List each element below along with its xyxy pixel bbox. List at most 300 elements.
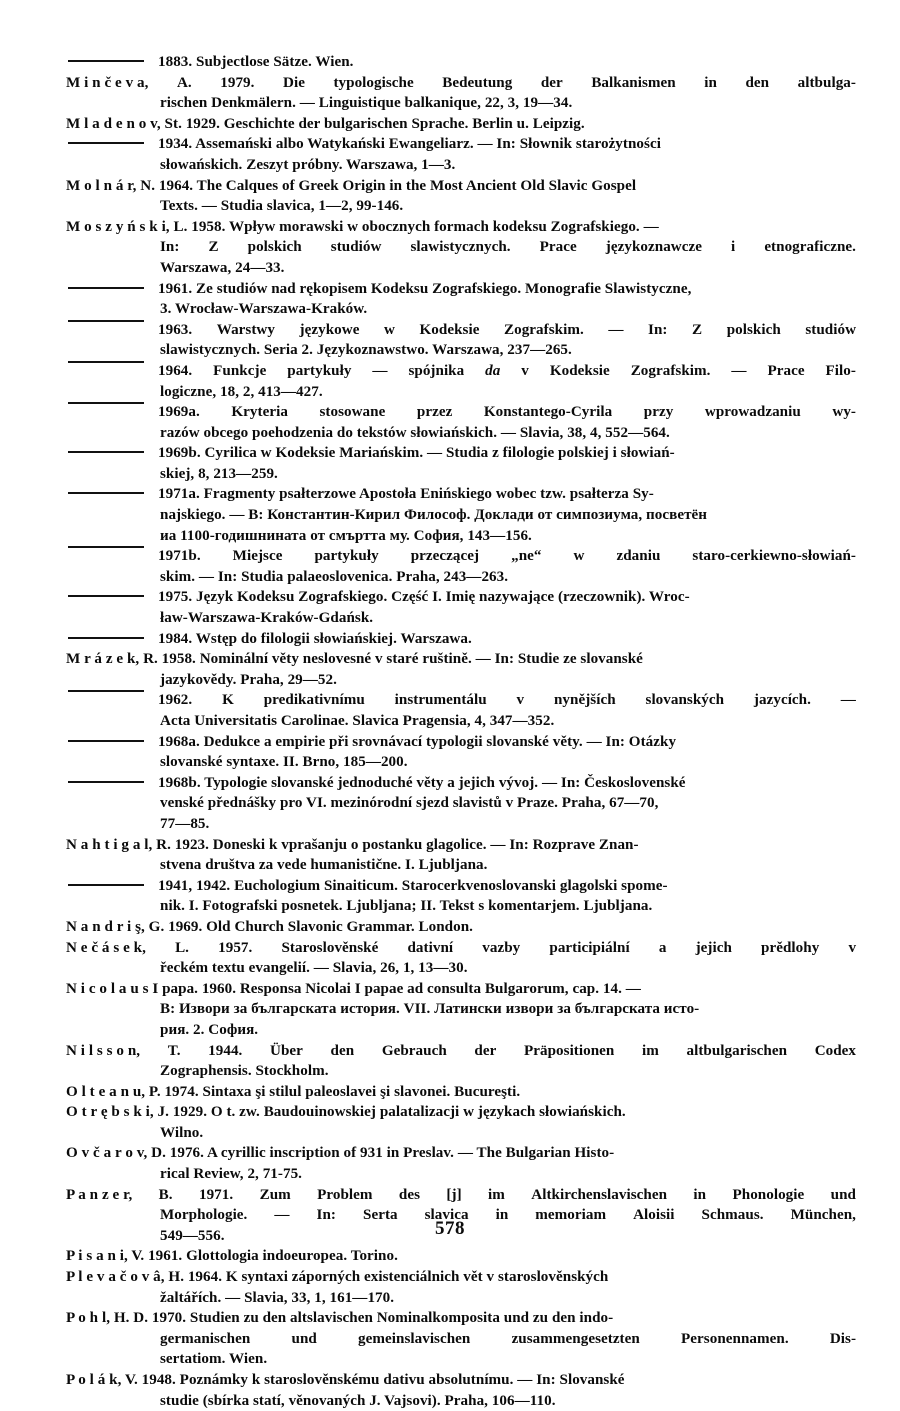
word: 1963.: [158, 321, 193, 338]
bibliography-entry: [66, 1267, 856, 1308]
bibliography-line: [160, 567, 856, 588]
word: Staroslověnské: [281, 939, 379, 956]
word: participiální: [549, 939, 630, 956]
word-space: [577, 237, 606, 258]
bibliography-entry: [66, 1308, 856, 1370]
word-space: [146, 938, 175, 959]
bibliography-entry: [66, 587, 856, 628]
word: partykuły: [287, 362, 352, 379]
bibliography-line: [66, 134, 856, 155]
bibliography-line: [160, 1123, 856, 1144]
bibliography-line: [66, 114, 856, 135]
word: altbulga-: [797, 74, 856, 91]
word-space: [710, 361, 731, 382]
word-space: [200, 402, 232, 423]
word: 1957.: [218, 939, 253, 956]
bibliography-line: [160, 237, 856, 258]
bibliography-line: [160, 670, 856, 691]
bibliography-line: [66, 1102, 856, 1123]
line-text: ław-Warszawa-Kraków-Gdańsk.: [160, 610, 374, 627]
word: przez: [416, 404, 453, 421]
word: in: [495, 1207, 509, 1224]
word-space: [520, 938, 549, 959]
word-space: [354, 1041, 382, 1062]
word: N e č á s e k,: [66, 939, 146, 956]
word-space: [804, 1185, 830, 1206]
line-text: 3. Wrocław-Warszawa-Kraków.: [160, 301, 368, 318]
word: Personennamen.: [681, 1330, 789, 1347]
word-space: [378, 938, 407, 959]
word-space: [610, 361, 631, 382]
word-space: [464, 361, 485, 382]
repeated-author-rule: [68, 451, 144, 453]
word: jejich: [695, 939, 732, 956]
repeated-author-rule: [68, 287, 144, 289]
word: dativní: [407, 939, 454, 956]
word: w: [573, 548, 585, 565]
word: der: [540, 74, 563, 91]
word-space: [282, 546, 314, 567]
word: staro-cerkiewno-słowiań-: [692, 548, 856, 565]
bibliography-entry: [66, 1246, 856, 1267]
bibliography-entry: [66, 443, 856, 484]
line-text: 1968b. Typologie slovanské jednoduché věty a jejich vývoj. — In: Československé: [158, 774, 686, 791]
bibliography-line: [160, 814, 856, 835]
line-text: 77—85.: [160, 815, 210, 832]
word-space: [275, 320, 300, 341]
word: den: [745, 74, 770, 91]
line-text: rical Review, 2, 71-75.: [160, 1166, 302, 1183]
line-text: skiej, 8, 213—259.: [160, 465, 278, 482]
line-text: 1934. Assemański albo Watykański Ewangeliarz. — In: Słownik starożytności: [158, 136, 661, 153]
bibliography-entry: [66, 1370, 856, 1411]
bibliography-list: [66, 52, 856, 1411]
word-space: [381, 237, 410, 258]
line-text: slovanské syntaxe. II. Brno, 185—200.: [160, 754, 408, 771]
bibliography-entry: [66, 134, 856, 175]
word-space: [173, 1185, 199, 1206]
line-text: P o h l, H. D. 1970. Studien zu den altslavischen Nominalkomposita und zu den indo-: [66, 1310, 614, 1327]
bibliography-line: [160, 423, 856, 444]
bibliography-line: [160, 1391, 856, 1411]
bibliography-entry: [66, 690, 856, 731]
word-space: [630, 938, 659, 959]
bibliography-entry: [66, 938, 856, 979]
word-space: [479, 320, 504, 341]
bibliography-line: [66, 52, 856, 73]
repeated-author-rule: [68, 637, 144, 639]
word: Zografskim.: [630, 362, 711, 379]
line-text: N i c o l a u s I papa. 1960. Responsa Nicolai I papae ad consulta Bulgarorum, cap. 14. —: [66, 980, 641, 997]
word: Kodeksie: [419, 321, 480, 338]
word: und: [291, 1330, 317, 1347]
word: Serta: [363, 1207, 398, 1224]
line-text: 1941, 1942. Euchologium Sinaiticum. Starocerkvenoslovanski glagolski spome-: [158, 877, 668, 894]
bibliography-entry: [66, 361, 856, 402]
word-space: [584, 546, 616, 567]
line-text: řeckém textu evangelií. — Slavia, 26, 1, 13—30.: [160, 960, 468, 977]
word: M i n č e v a,: [66, 74, 149, 91]
bibliography-line: [160, 711, 856, 732]
word-space: [302, 237, 331, 258]
repeated-author-rule: [68, 781, 144, 783]
bibliography-entry: [66, 917, 856, 938]
bibliography-line: [66, 279, 856, 300]
bibliography-line: [160, 155, 856, 176]
line-text: N a h t i g a l, R. 1923. Doneski k vprašanju o postanku glagolice. — In: Rozprave Znan-: [66, 836, 639, 853]
bibliography-line: [160, 258, 856, 279]
bibliography-line: [66, 835, 856, 856]
line-text: 1971a. Fragmenty psałterzowe Apostoła Enińskiego wobec tzw. psałterza Sy-: [158, 486, 654, 503]
word-space: [252, 938, 281, 959]
word-space: [505, 1185, 531, 1206]
line-text: venské přednášky pro VI. mezinórodní sjezd slavistů v Praze. Praha, 67—70,: [160, 795, 659, 812]
bibliography-entry: [66, 402, 856, 443]
line-text: sertatiom. Wien.: [160, 1351, 268, 1368]
word: [j]: [446, 1186, 462, 1203]
line-text: O l t e a n u, P. 1974. Sintaxa şi stilul paleoslavei şi slavonei. Bucureşti.: [66, 1083, 521, 1100]
line-text: stvena društva za vede humanistične. I. Ljubljana.: [160, 857, 488, 874]
word: Filo-: [825, 362, 856, 379]
line-text: rischen Denkmälern. — Linguistique balkanique, 22, 3, 19—34.: [160, 95, 573, 112]
word-space: [789, 1329, 830, 1350]
bibliography-line: [160, 526, 856, 547]
word: spójnika: [408, 362, 465, 379]
word: des: [398, 1186, 421, 1203]
word-space: [659, 1041, 687, 1062]
word: 1962.: [158, 692, 193, 709]
line-text: słowańskich. Zeszyt próbny. Warszawa, 1—3.: [160, 156, 456, 173]
word-space: [140, 1041, 168, 1062]
word: —: [731, 362, 747, 379]
line-text: 549—556.: [160, 1227, 225, 1244]
bibliography-entry: [66, 279, 856, 320]
word-space: [132, 1185, 158, 1206]
word: N i l s s o n,: [66, 1042, 141, 1059]
word-space: [254, 73, 283, 94]
word: B.: [158, 1186, 173, 1203]
word-space: [673, 402, 705, 423]
word-space: [233, 1185, 259, 1206]
bibliography-line: [66, 73, 856, 94]
bibliography-line: [160, 1329, 856, 1350]
bibliography-line: [160, 1164, 856, 1185]
word-space: [512, 73, 541, 94]
word-space: [496, 1041, 524, 1062]
line-text: Warszawa, 24—33.: [160, 259, 285, 276]
bibliography-line: [160, 299, 856, 320]
bibliography-line: [66, 773, 856, 794]
word-space: [317, 1329, 358, 1350]
line-text: najskiego. — В: Константин-Кирил Философ. Доклади от симпозиума, посветён: [160, 507, 708, 524]
line-text: slawistycznych. Seria 2. Językoznawstwo. Warszawa, 237—265.: [160, 342, 572, 359]
bibliography-entry: [66, 114, 856, 135]
word: przeczącej: [410, 548, 480, 565]
word: memoriam: [535, 1207, 607, 1224]
word-space: [288, 402, 320, 423]
word-space: [667, 1185, 693, 1206]
word: Die: [283, 74, 305, 91]
word: językowe: [299, 321, 360, 338]
word: Balkanismen: [591, 74, 676, 91]
bibliography-entry: [66, 835, 856, 876]
word: Kryteria: [231, 404, 288, 421]
word-space: [676, 73, 705, 94]
bibliography-line: [66, 361, 856, 382]
line-text: Texts. — Studia slavica, 1—2, 99-146.: [160, 198, 404, 215]
word: Kodeksie: [549, 362, 610, 379]
word-space: [614, 1041, 642, 1062]
word: 1979.: [220, 74, 255, 91]
word: Über: [270, 1042, 303, 1059]
bibliography-entry: [66, 52, 856, 73]
bibliography-entry: [66, 176, 856, 217]
bibliography-entry: [66, 1102, 856, 1143]
bibliography-entry: [66, 217, 856, 279]
bibliography-entry: [66, 629, 856, 650]
word-space: [616, 690, 646, 711]
word: polskich: [726, 321, 781, 338]
word-space: [819, 938, 848, 959]
repeated-author-rule: [68, 320, 144, 322]
bibliography-line: [66, 1041, 856, 1062]
word: 1971.: [198, 1186, 234, 1203]
word-space: [584, 320, 609, 341]
word-space: [385, 402, 417, 423]
bibliography-line: [66, 176, 856, 197]
line-text: jazykovědy. Praha, 29—52.: [160, 671, 337, 688]
word-space: [660, 546, 692, 567]
word-space: [781, 320, 806, 341]
bibliography-line: [160, 855, 856, 876]
word: In:: [648, 321, 668, 338]
word: wprowadzaniu: [704, 404, 801, 421]
bibliography-line: [160, 752, 856, 773]
word-space: [234, 690, 264, 711]
word-space: [563, 73, 592, 94]
repeated-author-rule: [68, 402, 144, 404]
bibliography-line: [160, 793, 856, 814]
bibliography-line: [160, 896, 856, 917]
word: a: [658, 939, 667, 956]
word: T.: [167, 1042, 181, 1059]
line-text: P o l á k, V. 1948. Poznámky k staroslověnskému dativu absolutnímu. — In: Slovanské: [66, 1372, 625, 1388]
bibliography-entry: [66, 1041, 856, 1082]
repeated-author-rule: [68, 740, 144, 742]
bibliography-line: [160, 505, 856, 526]
word: Zum: [259, 1186, 291, 1203]
word-space: [541, 546, 573, 567]
bibliography-entry: [66, 1082, 856, 1103]
word-space: [388, 361, 409, 382]
word-space: [529, 361, 550, 382]
word: i: [731, 239, 736, 256]
word-space: [805, 361, 826, 382]
word-space: [379, 546, 411, 567]
bibliography-line: [160, 1288, 856, 1309]
word: Altkirchenslavischen: [531, 1186, 668, 1203]
bibliography-line: [66, 402, 856, 423]
bibliography-line: [66, 320, 856, 341]
bibliography-entry: [66, 732, 856, 773]
line-text: Wilno.: [160, 1124, 204, 1141]
bibliography-line: [160, 1349, 856, 1370]
bibliography-line: [160, 340, 856, 361]
word: studiów: [330, 239, 382, 256]
bibliography-line: [66, 917, 856, 938]
bibliography-entry: [66, 773, 856, 835]
word-space: [724, 690, 754, 711]
word: Dis-: [829, 1330, 857, 1347]
bibliography-line: [160, 464, 856, 485]
word: 1969a.: [158, 404, 200, 421]
word: Morphologie.: [160, 1207, 248, 1224]
bibliography-entry: [66, 320, 856, 361]
word: Bedeutung: [442, 74, 513, 91]
repeated-author-rule: [68, 492, 144, 494]
word: jazycích.: [753, 692, 811, 709]
word: Aloisii: [633, 1207, 675, 1224]
repeated-author-rule: [68, 595, 144, 597]
word-space: [524, 690, 554, 711]
bibliography-line: [66, 732, 856, 753]
word: Miejsce: [232, 548, 283, 565]
word: In:: [160, 239, 180, 256]
line-text: studie (sbírka statí, věnovaných J. Vajsovi). Praha, 106—110.: [160, 1392, 556, 1409]
line-text: nik. I. Fotografski posnetek. Ljubljana; II. Tekst s komentarjem. Ljubljana.: [160, 898, 653, 915]
line-text: 1883. Subjectlose Sätze. Wien.: [158, 54, 354, 70]
word: wy-: [832, 404, 856, 421]
bibliography-line: [160, 1020, 856, 1041]
bibliography-entry: [66, 1143, 856, 1184]
word-space: [801, 402, 833, 423]
word-space: [479, 546, 511, 567]
bibliography-line: [160, 382, 856, 403]
word: Schmaus.: [701, 1207, 764, 1224]
word: partykuły: [314, 548, 379, 565]
word-space: [666, 938, 695, 959]
word-space: [192, 320, 217, 341]
word: Phonologie: [732, 1186, 805, 1203]
word: v: [516, 692, 525, 709]
word: „ne“: [511, 548, 542, 565]
word-space: [769, 73, 798, 94]
bibliography-line: [66, 1185, 856, 1206]
bibliography-line: [66, 587, 856, 608]
word-space: [717, 73, 746, 94]
word: v: [521, 362, 529, 379]
word: Funkcje: [213, 362, 267, 379]
bibliography-line: [160, 196, 856, 217]
word-space: [612, 402, 644, 423]
line-text: skim. — In: Studia palaeoslovenica. Praha, 243—263.: [160, 568, 509, 585]
word-space: [359, 320, 384, 341]
word-space: [624, 320, 649, 341]
line-text: иа 1100-годишнината от смъртта му. София, 143—156.: [160, 527, 532, 544]
word: v: [848, 939, 857, 956]
word-space: [706, 1185, 732, 1206]
bibliography-line: [66, 1267, 856, 1288]
word: —: [372, 362, 388, 379]
repeated-author-rule: [68, 142, 144, 144]
word-space: [414, 73, 443, 94]
word-space: [811, 690, 841, 711]
word-space: [747, 361, 768, 382]
word: Z: [692, 321, 703, 338]
word: typologische: [333, 74, 414, 91]
word: slavica: [424, 1207, 469, 1224]
word: etnograficzne.: [764, 239, 856, 256]
word: —: [274, 1207, 290, 1224]
word: w: [384, 321, 395, 338]
word: nynějších: [553, 692, 616, 709]
bibliography-line: [66, 546, 856, 567]
bibliography-line: [66, 876, 856, 897]
word-space: [192, 73, 221, 94]
word-space: [351, 361, 372, 382]
word-space: [668, 320, 693, 341]
word: 1971b.: [158, 548, 201, 565]
bibliography-entry: [66, 73, 856, 114]
bibliography-line: [66, 629, 856, 650]
word: —: [608, 321, 624, 338]
word-space: [511, 237, 540, 258]
word: zusammengesetzten: [511, 1330, 640, 1347]
word: predikativnímu: [263, 692, 365, 709]
repeated-author-rule: [68, 884, 144, 886]
word: da: [485, 362, 501, 379]
line-text: 1969b. Cyrilica w Kodeksie Mariańskim. — Studia z filologie polskiej i słowiań-: [158, 445, 675, 462]
line-text: 1975. Język Kodeksu Zografskiego. Część I. Imię nazywające (rzeczownik). Wroc-: [158, 589, 690, 606]
word-space: [192, 361, 213, 382]
word: przy: [643, 404, 674, 421]
bibliography-line: [160, 93, 856, 114]
word: Codex: [814, 1042, 857, 1059]
line-text: M o l n á r, N. 1964. The Calques of Greek Origin in the Most Ancient Old Slavic Gospel: [66, 177, 637, 194]
word-space: [453, 938, 482, 959]
line-text: N a n d r i ş, G. 1969. Old Church Slavonic Grammar. London.: [66, 918, 473, 935]
bibliography-entry: [66, 876, 856, 917]
line-text: P l e v a č o v â, H. 1964. K syntaxi záporných existenciálnich vět v staroslověnských: [66, 1269, 609, 1286]
word: in: [693, 1186, 707, 1203]
line-text: рия. 2. София.: [160, 1021, 259, 1038]
word: instrumentálu: [394, 692, 487, 709]
word: prědlohy: [761, 939, 820, 956]
word: Warstwy: [216, 321, 275, 338]
word-space: [702, 320, 727, 341]
word: in: [704, 74, 717, 91]
bibliography-line: [66, 217, 856, 238]
bibliography-line: [160, 958, 856, 979]
word: —: [840, 692, 856, 709]
word-space: [305, 73, 334, 94]
word-space: [640, 1329, 681, 1350]
word: altbulgarischen: [686, 1042, 788, 1059]
bibliography-line: [66, 1370, 856, 1391]
word: In:: [316, 1207, 336, 1224]
word-space: [373, 1185, 399, 1206]
word: Problem: [317, 1186, 373, 1203]
bibliography-line: [66, 443, 856, 464]
bibliography-line: [66, 1143, 856, 1164]
line-text: Zographensis. Stockholm.: [160, 1063, 329, 1080]
word-space: [702, 237, 731, 258]
word: studiów: [805, 321, 857, 338]
word-space: [420, 1185, 446, 1206]
word-space: [219, 237, 248, 258]
word: polskich: [247, 239, 302, 256]
word-space: [447, 1041, 475, 1062]
